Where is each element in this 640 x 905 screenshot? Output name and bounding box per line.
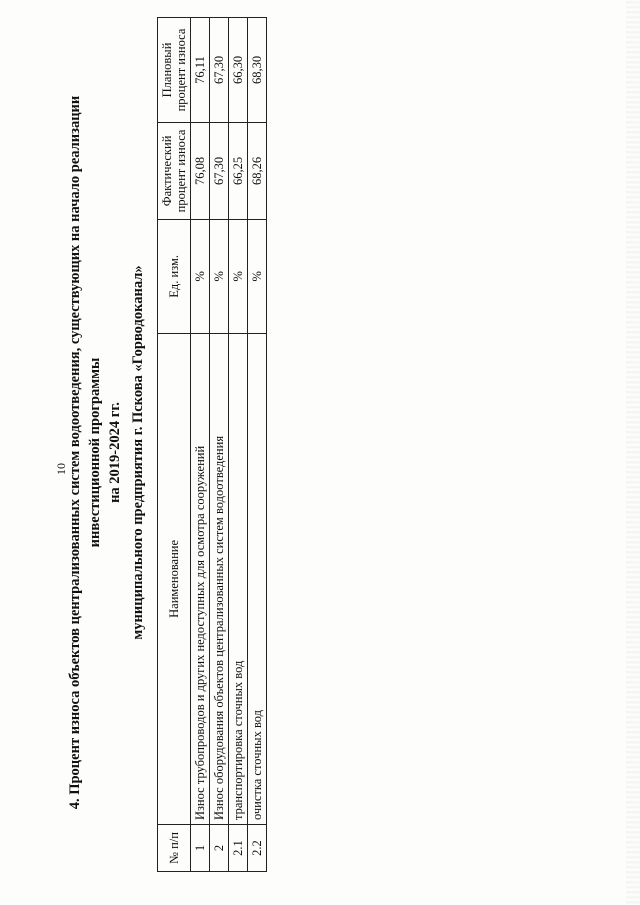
row-name: транспортировка сточных вод <box>229 333 248 824</box>
row-unit: % <box>248 219 267 333</box>
row-fact: 66,25 <box>229 122 248 219</box>
row-num: 1 <box>191 825 210 872</box>
heading-line-2: инвестиционной программы <box>87 357 103 548</box>
table-row <box>191 18 210 872</box>
row-name: Износ оборудования объектов централизованных систем водоотведения <box>210 333 229 824</box>
row-num: 2 <box>210 825 229 872</box>
table-row <box>248 18 267 872</box>
heading-line-1: 4. Процент износа объектов централизованных систем водоотведения, существующих на начало реализации <box>67 95 83 810</box>
row-fact: 68,26 <box>248 122 267 219</box>
row-plan: 76,11 <box>191 18 210 123</box>
row-name: Износ трубопроводов и других недоступных для осмотра сооружений <box>191 333 210 824</box>
table-header-row <box>158 18 191 872</box>
row-unit: % <box>229 219 248 333</box>
header-plan: Плановый процент износа <box>158 18 191 123</box>
header-num: № п/п <box>158 825 191 872</box>
depreciation-table <box>157 17 267 872</box>
row-fact: 67,30 <box>210 122 229 219</box>
heading-line-3: на 2019-2024 гг. <box>107 402 123 503</box>
row-plan: 68,30 <box>248 18 267 123</box>
row-plan: 66,30 <box>229 18 248 123</box>
row-unit: % <box>191 219 210 333</box>
table-row <box>229 18 248 872</box>
row-num: 2.2 <box>248 825 267 872</box>
row-plan: 67,30 <box>210 18 229 123</box>
row-num: 2.1 <box>229 825 248 872</box>
header-unit: Ед. изм. <box>158 219 191 333</box>
table-row <box>210 18 229 872</box>
heading-line-4: муниципального предприятия г. Пскова «Горводоканал» <box>130 265 146 640</box>
header-name: Наименование <box>158 333 191 824</box>
row-unit: % <box>210 219 229 333</box>
row-fact: 76,08 <box>191 122 210 219</box>
page-number: 10 <box>54 463 68 475</box>
header-fact: Фактический процент износа <box>158 122 191 219</box>
row-name: очистка сточных вод <box>248 333 267 824</box>
